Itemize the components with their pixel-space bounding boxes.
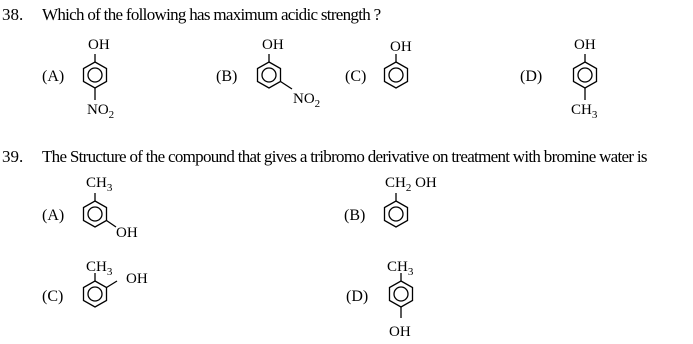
option-label: (D) bbox=[520, 68, 543, 85]
question-number: 39. bbox=[2, 147, 24, 166]
nitro-group: $NO_2$ bbox=[293, 91, 321, 110]
question-text: Which of the following has maximum acidic strength ? bbox=[42, 5, 381, 24]
hydroxyl-group: OH bbox=[389, 324, 411, 340]
option-label: (A) bbox=[42, 68, 65, 85]
question-number: 38. bbox=[2, 5, 24, 24]
hydroxymethyl-group: $CH_2$ OH bbox=[385, 175, 437, 194]
hydroxyl-group: OH bbox=[116, 225, 138, 241]
option-label: (B) bbox=[216, 68, 238, 85]
hydroxyl-group: OH bbox=[262, 37, 284, 53]
option-label: (A) bbox=[42, 207, 65, 224]
methyl-group: $CH_3$ bbox=[86, 259, 113, 278]
methyl-group: $CH_3$ bbox=[387, 259, 414, 278]
nitro-group: $NO_2$ bbox=[87, 102, 115, 121]
hydroxyl-group: OH bbox=[574, 37, 596, 53]
methyl-group: $CH_3$ bbox=[86, 175, 113, 194]
option-label: (B) bbox=[344, 207, 366, 224]
option-label: (C) bbox=[345, 68, 367, 85]
question-text: The Structure of the compound that gives a tribromo derivative on treatment with bromine water is bbox=[42, 147, 647, 166]
benzene-ring-icon bbox=[376, 0, 426, 344]
hydroxyl-group: OH bbox=[390, 39, 412, 55]
option-label: (D) bbox=[346, 288, 369, 305]
option-label: (C) bbox=[42, 288, 64, 305]
hydroxyl-group: OH bbox=[126, 271, 148, 287]
methyl-group: $CH_3$ bbox=[571, 102, 598, 121]
benzene-ring-icon bbox=[70, 0, 140, 344]
hydroxyl-group: OH bbox=[88, 37, 110, 53]
